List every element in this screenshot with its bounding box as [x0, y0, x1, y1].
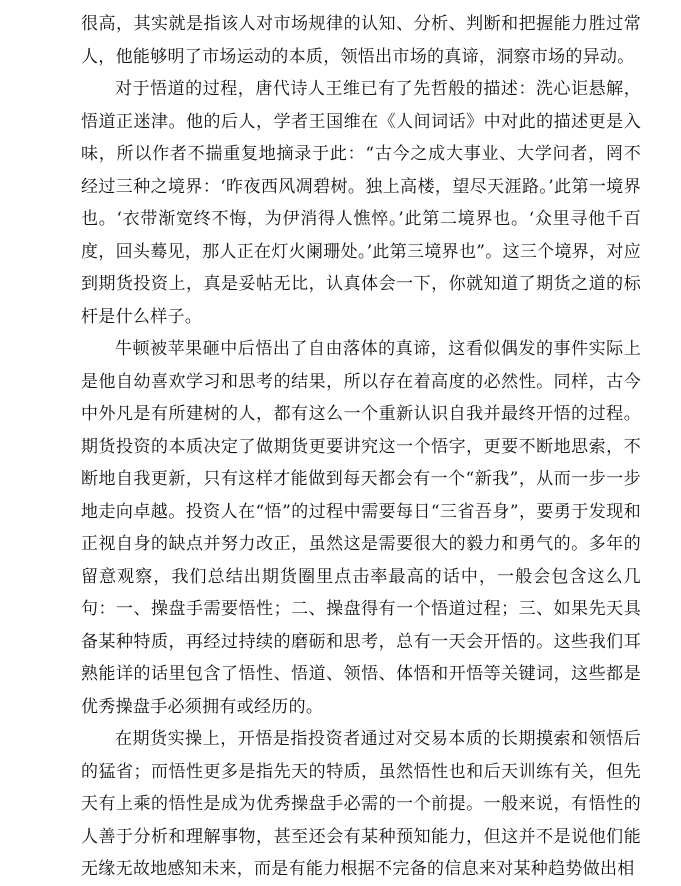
paragraph-wang-wei: 对于悟道的过程，唐代诗人王维已有了先哲般的描述：洗心讵悬解，悟道正迷津。他的后人，学者王国维在《人间词话》中对此的描述更是入味，所以作者不揣重复地摘录于此：“古今之成大事业、大学问者，罔不经过三种之境界：‘昨夜西风凋碧树。独上高楼，望尽天涯路。’此第一境界也。‘衣带渐宽终不悔，为伊消得人憔悴。’此第二境界也。‘众里寻他千百度，回头蓦见，那人正在灯火阑珊处。’此第三境界也”。这三个境界，对应到期货投资上，真是妥帖无比，认真体会一下，你就知道了期货之道的标杆是什么样子。 [81, 79, 641, 327]
paragraph-newton: 牛顿被苹果砸中后悟出了自由落体的真谛，这看似偶发的事件实际上是他自幼喜欢学习和思考的结果，所以存在着高度的必然性。同样，古今中外凡是有所建树的人，都有这么一个重新认识自我并最终开悟的过程。期货投资的本质决定了做期货更要讲究这一个悟字，更要不断地思索，不断地自我更新，只有这样才能做到每天都会有一个“新我”，从而一步一步地走向卓越。投资人在“悟”的过程中需要每日“三省吾身”，要勇于发现和正视自身的缺点并努力改正，虽然这是需要很大的毅力和勇气的。多年的留意观察，我们总结出期货圈里点击率最高的话中，一般会包含这么几句：一、操盘手需要悟性；二、操盘得有一个悟道过程；三、如果先天具备某种特质，再经过持续的磨砺和思考，总有一天会开悟的。这些我们耳熟能详的话里包含了悟性、悟道、领悟、体悟和开悟等关键词，这些都是优秀操盘手必须拥有或经历的。 [81, 339, 641, 717]
paragraph-futures-practice: 在期货实操上，开悟是指投资者通过对交易本质的长期摸索和领悟后的猛省；而悟性更多是指先天的特质，虽然悟性也和后天训练有关，但先天有上乘的悟性是成为优秀操盘手必需的一个前提。一般来说，有悟性的人善于分析和理解事物，甚至还会有某种预知能力，但这并不是说他们能无缘无故地感知未来，而是有能力根据不完备的信息来对某种趋势做出相 [81, 729, 641, 879]
paragraph-continued: 很高，其实就是指该人对市场规律的认知、分析、判断和把握能力胜过常人，他能够明了市场运动的本质，领悟出市场的真谛，洞察市场的异动。 [81, 14, 641, 67]
body-text [81, 8, 641, 886]
